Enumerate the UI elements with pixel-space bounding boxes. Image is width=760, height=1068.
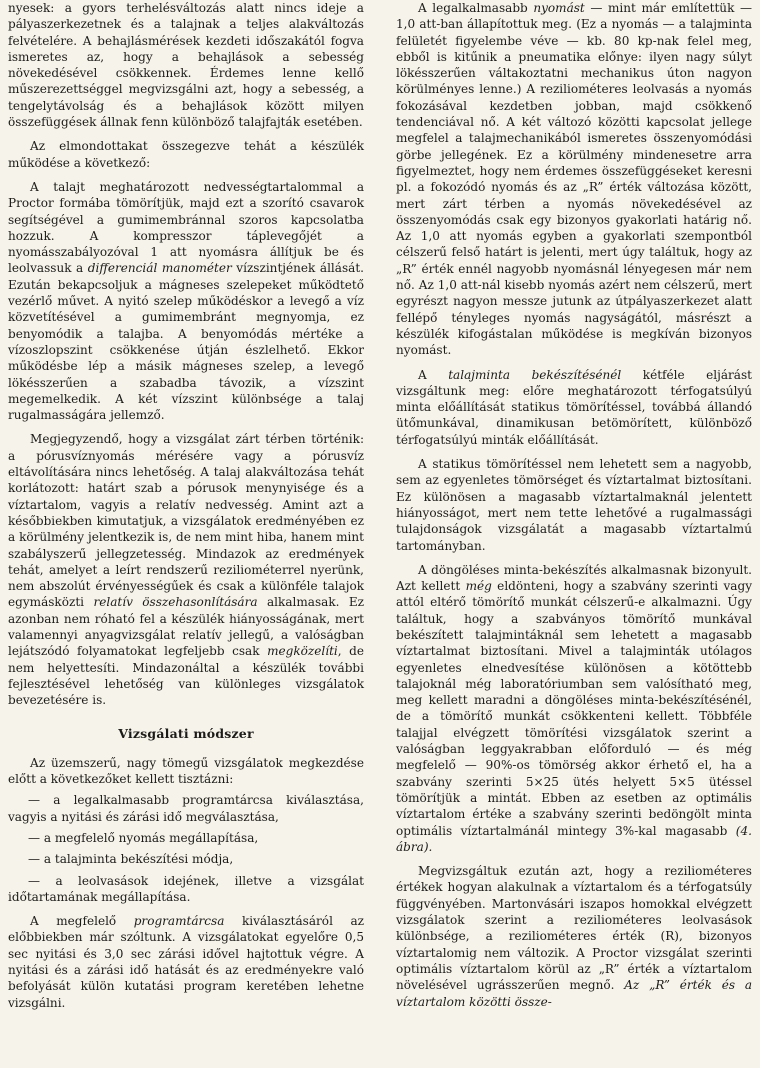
paragraph bbox=[8, 913, 364, 1011]
italic-text: differenciál manométer bbox=[87, 261, 232, 276]
text-run: A döngöléses minta-bekészítés alkalmasnak bizonyult. Azt kellett bbox=[396, 562, 752, 594]
text-run: vízszintjének állását. Ezután bekapcsoljuk a mágneses szelepeket működtető vezérlő művet. A nyitó szelep működéskor a levegő a víz közvetítésével a gumimembránt megnyomja, ez benyomódik a talajba. A benyomódás mértéke a vízoszlopszint csökkenése útján észlelhető. Ekkor működésbe lép a másik mágneses szelep, a levegő lökésszerűen a szabadba távozik, a vízszint megemelkedik. A két vízszint különbsége a talaj rugalmasságára jellemző. bbox=[8, 261, 364, 423]
section-heading: Vizsgálati módszer bbox=[118, 726, 254, 742]
paragraph bbox=[396, 0, 752, 359]
italic-text: még bbox=[465, 579, 492, 594]
italic-text: relatív összehasonlítására bbox=[93, 595, 258, 610]
paragraph bbox=[396, 562, 752, 855]
paragraph: Az üzemszerű, nagy tömegű vizsgálatok megkezdése előtt a következőket kellett tisztázni: bbox=[8, 755, 364, 787]
paragraph: nyesek: a gyors terhelésváltozás alatt nincs ideje a pályaszerkezetnek és a talajnak a teljes alakváltozás felvételére. A behajlásmérések kezdeti időszakától fogva ismeretes az, hogy a behajlások a sebesség növekedésével csökkennek. Érdemes lenne kellő műszerezettséggel megvizsgálni azt, hogy a sebesség, a tengelytávolság és a behajlások között milyen összefüggések állnak fenn különböző talajfajták esetében. bbox=[8, 1, 364, 130]
text-run: A bbox=[418, 367, 449, 382]
italic-text: programtárcsa bbox=[133, 914, 225, 929]
paragraph bbox=[8, 179, 364, 423]
paragraph bbox=[396, 863, 752, 1010]
text-run: — mint már említettük — 1,0 att-ban állapítottuk meg. (Ez a nyomás — a talajminta felületét figyelembe véve — kb. 80 kp-nak felel meg, ebből is kitűnik a pneumatika előnye: ilyen nagy súlyt lökésszerűen váltakoztatni mechanikus úton nagyon körülményes lenne.) A reziliométeres leolvasás a nyomás fokozásával kezdetben jobban, majd csökkenő tendenciával nő. A két változó közötti kapcsolat jellege megfelel a talajmechanikából ismeretes összenyomódási görbe jellegének. Ez a körülmény mindenesetre arra figyelmeztet, hogy nem érdemes összefüggéseket keresni pl. a fokozódó nyomás és az „R” érték változása között, mert zárt térben a nyomás növekedésével az összenyomódás csak egy bizonyos gyakorlati határig nő. Az 1,0 att nyomás egyben a gyakorlati szempontból célszerű felső határt is jelenti, mert úgy találtuk, hogy az „R” érték ennél nagyobb nyomásnál lényegesen már nem nő. Az 1,0 att-nál kisebb nyomás azért nem célszerű, mert egyrészt nagyon messze jutunk az útpályaszerkezet alatt fellépő tényleges nyomás nagyságától, másrészt a készülék kifogástalan működése is megkíván bizonyos nyomást. bbox=[396, 1, 752, 358]
text-run: kiválasztásáról az előbbiekben már szóltunk. A vizsgálatokat egyelőre 0,5 sec nyitási és 3,0 sec zárási idővel hajtottuk végre. A nyitási és a zárási idő hatását és az eredményekre való befolyását külön kutatási program keretében lehetne vizsgálni. bbox=[8, 914, 364, 1010]
text-run: A legalkalmasabb bbox=[418, 1, 534, 15]
list-item: — a talajminta bekészítési módja, bbox=[28, 852, 234, 867]
italic-text: nyomást bbox=[533, 1, 585, 15]
list-item: — a legalkalmasabb programtárcsa kiválasztása, vagyis a nyitási és zárási idő megválasztása, bbox=[8, 793, 364, 824]
italic-text: (4. ábra). bbox=[396, 823, 752, 854]
text-run: alkalmasak. Ez azonban nem róható fel a készülék hiányosságának, mert valamennyi anyagvizsgálat relatív jellegű, a valóságban lejátszódó folyamatokat legfeljebb csak bbox=[8, 595, 365, 659]
text-run: , de nem helyettesíti. Mindazonáltal a készülék további fejlesztésével lehetőség van különleges vizsgálatok bevezetésére is. bbox=[8, 644, 364, 708]
right-column bbox=[396, 0, 752, 1010]
left-column bbox=[8, 0, 364, 1011]
paragraph: Az elmondottakat összegezve tehát a készülék működése a következő: bbox=[8, 139, 364, 170]
text-run: Megjegyzendő, hogy a vizsgálat zárt térben történik: a pórusvíznyomás mérésére vagy a pórusvíz eltávolítására nincs lehetőség. A talaj alakváltozása tehát korlátozott: határt szab a pórusok menynyisége és a víztartalom, vagyis a relatív nedvesség. Amint azt a későbbiekben kimutatjuk, a vizsgálatok eredményében ez a körülmény jelentkezik is, de nem mint hiba, hanem mint szabályszerű jellegzetesség. Mindazok az eredmények tehát, amelyet a leírt rendszerű reziliométerrel nyerünk, nem abszolút érvényességűek és csak a különféle talajok egymásközti bbox=[8, 432, 364, 610]
paragraph: A statikus tömörítéssel nem lehetett sem a nagyobb, sem az egyenletes tömörséget és víztartalmat biztosítani. Ez különösen a magasabb víztartalmaknál jelentett hiányosságot, mert nem tette lehetővé a rugalmassági tulajdonságok vizsgálatát a magasabb víztartalmú tartományban. bbox=[396, 457, 752, 553]
list-item: — a megfelelő nyomás megállapítása, bbox=[28, 830, 259, 845]
text-run: A talajt meghatározott nedvességtartalommal a Proctor formába tömörítjük, majd ezt a szorító csavarok segítségével a gumimembránnal szoros kapcsolatba hozzuk. A kompresszor táplevegőjét a nyomásszabályozóval 1 att nyomásra állítjuk be és leolvassuk a bbox=[8, 179, 364, 276]
text-run: eldönteni, hogy a szabvány szerinti vagy attól eltérő tömörítő munkát célszerű-e alkalmazni. Úgy találtuk, hogy a szabványos tömörítő munkával bekészített talajmintáknál sem lehetett a magasabb víztartalmat biztosítani. Mivel a talajminták utólagos egyenletes elnedvesítése különösen a kötöttebb talajoknál még laboratóriumban sem valósítható meg, meg kellett maradni a döngöléses minta-bekészítésénél, de a tömörítő munkát csökkenteni kellett. Többféle talajjal elvégzett tömörítési vizsgálatok szerint a valóságban leggyakrabban előforduló — és még megfelelő — 90%-os tömörség akkor érhető el, ha a szabvány szerinti 5×25 ütés helyett 5×5 ütéssel tömörítjük a mintát. Ebben az esetben az optimális víztartalom értéke a szabvány szerinti bedöngölt minta optimális víztartalmánál mintegy 3%-kal magasabb bbox=[396, 579, 753, 838]
italic-text: megközelíti bbox=[267, 644, 338, 659]
text-run: Megvizsgáltuk ezután azt, hogy a reziliométeres értékek hogyan alakulnak a víztartalom és a térfogatsúly függvényében. Martonvásári iszapos homokkal elvégzett vizsgálatok szerint a reziliométeres leolvasások különbsége, a reziliométeres érték (R), bizonyos víztartalomig nem változik. A Proctor vizsgálat szerinti optimális víztartalom körül az „R” érték a víztartalom növelésével ugrásszerűen megnő. bbox=[396, 864, 752, 993]
text-run: kétféle eljárást vizsgáltunk meg: előre meghatározott térfogatsúlyú minta előállítását statikus tömörítéssel, továbbá állandó ütőmunkával, dinamikusan betömörített, különböző térfogatsúlyú minták előállítását. bbox=[396, 367, 752, 447]
italic-text: talajminta bekészítésénél bbox=[448, 367, 622, 382]
list-item: — a leolvasások idejének, illetve a vizsgálat időtartamának megállapítása. bbox=[8, 873, 364, 904]
text-run: A megfelelő bbox=[30, 914, 134, 929]
paragraph bbox=[396, 367, 752, 448]
italic-text: Az „R” érték és a víztartalom közötti össze- bbox=[396, 978, 752, 1009]
paragraph bbox=[8, 431, 364, 708]
